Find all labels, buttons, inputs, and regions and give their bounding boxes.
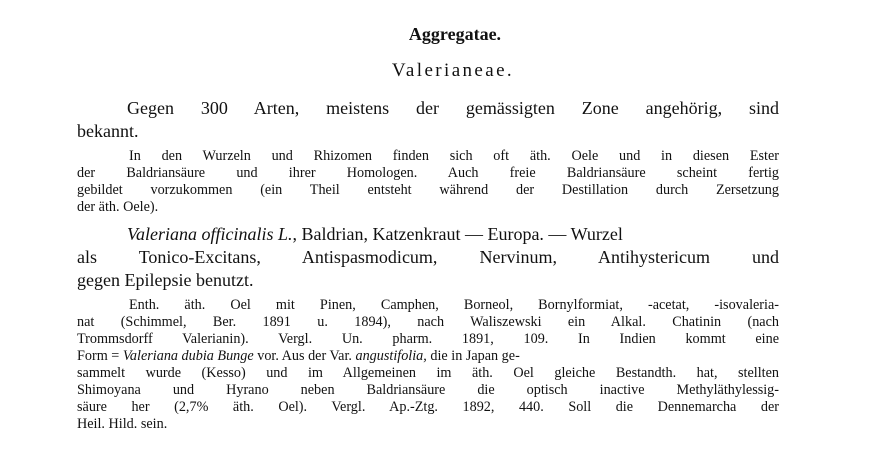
- note1-line-2: der Baldriansäure und ihrer Homologen. Auch freie Baldriansäure scheint fertig: [77, 165, 779, 181]
- subfamily-heading: Valerianeae.: [391, 60, 515, 81]
- note2-line-8: Heil. Hild. sein.: [77, 416, 168, 432]
- note2-line-6: Shimoyana und Hyrano neben Baldriansäure die optisch inactive Methyläthylessig-: [77, 382, 779, 398]
- note2-line-4-pre: Form =: [77, 348, 123, 364]
- species-line-1-rest: , Baldrian, Katzenkraut — Europa. — Wurzel: [292, 224, 623, 244]
- species-line-3: gegen Epilepsie benutzt.: [77, 270, 254, 290]
- intro-line-2: bekannt.: [77, 121, 139, 141]
- note2-line-7: säure her (2,7% äth. Oel). Vergl. Ap.-Ztg. 1892, 440. Soll die Dennemarcha der: [77, 399, 779, 415]
- variety-name: angustifolia,: [355, 348, 427, 364]
- family-heading: Aggregatae.: [408, 24, 502, 44]
- note2-line-4: [77, 348, 779, 365]
- note1-line-1: In den Wurzeln und Rhizomen finden sich oft äth. Oele und in diesen Ester: [129, 148, 779, 164]
- note2-line-3: Trommsdorff Valerianin). Vergl. Un. pharm. 1891, 109. In Indien kommt eine: [77, 331, 779, 347]
- species-name: Valeriana officinalis L.: [127, 224, 293, 244]
- note2-line-4-mid: vor. Aus der Var.: [253, 348, 356, 364]
- note2-line-4-post: die in Japan ge-: [426, 348, 520, 364]
- species-line-2: als Tonico-Excitans, Antispasmodicum, Nervinum, Antihystericum und: [77, 247, 779, 267]
- species-synonym: Valeriana dubia Bunge: [122, 348, 254, 364]
- note2-line-5: sammelt wurde (Kesso) und im Allgemeinen im äth. Oel gleiche Bestandth. hat, stellten: [77, 365, 779, 381]
- intro-line-1: Gegen 300 Arten, meistens der gemässigten Zone angehörig, sind: [127, 98, 779, 118]
- note1-line-4: der äth. Oele).: [77, 199, 159, 215]
- note2-line-2: nat (Schimmel, Ber. 1891 u. 1894), nach Waliszewski ein Alkal. Chatinin (nach: [77, 314, 779, 330]
- note1-line-3: gebildet vorzukommen (ein Theil entsteht während der Destillation durch Zersetzung: [77, 182, 779, 198]
- species-line-1: [127, 224, 623, 245]
- note2-line-1: Enth. äth. Oel mit Pinen, Camphen, Borneol, Bornylformiat, -acetat, -isovaleria-: [129, 297, 779, 313]
